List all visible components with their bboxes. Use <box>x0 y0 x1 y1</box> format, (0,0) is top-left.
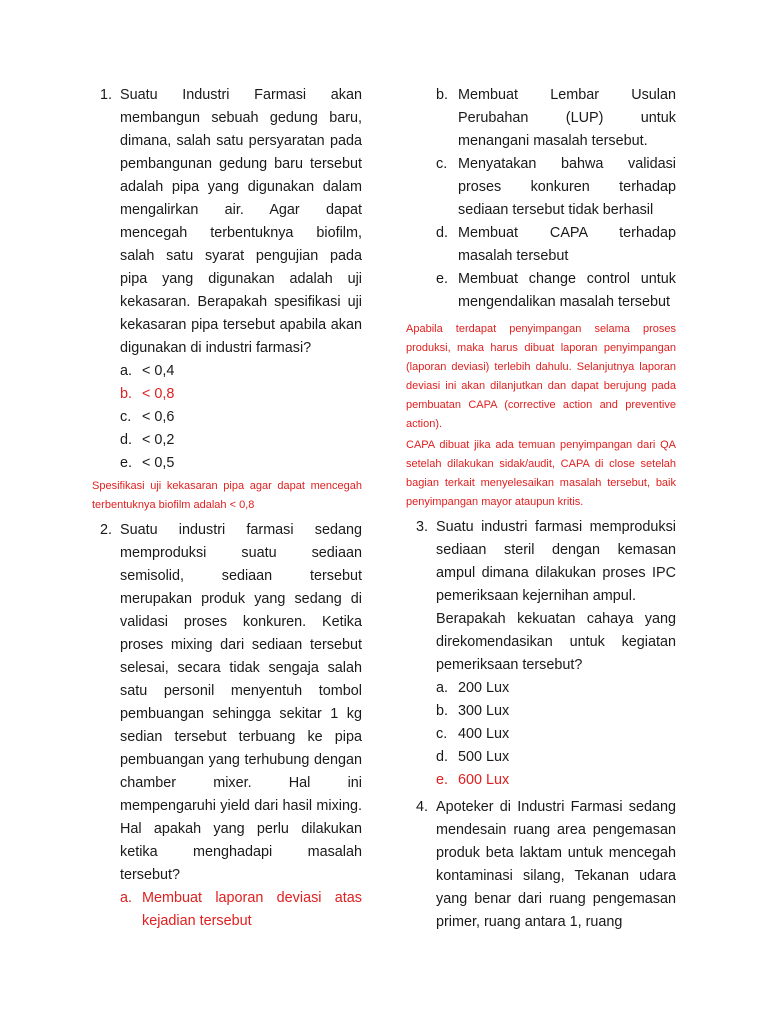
option-b: b. 300 Lux <box>436 703 510 719</box>
option-b: b. Membuat Lembar Usulan Perubahan (LUP) untuk menangani masalah tersebut. <box>436 87 676 149</box>
question-number: 4. <box>415 799 428 815</box>
option-a: a. 200 Lux <box>436 680 510 696</box>
option-a-correct: a. Membuat laporan deviasi atas kejadian tersebut <box>120 890 362 929</box>
left-column <box>90 84 362 933</box>
option-e-correct: e. 600 Lux <box>436 772 510 788</box>
answer-explanation-capa: CAPA dibuat jika ada temuan penyimpangan dari QA setelah dilakukan sidak/audit, CAPA di close setelah bagian terkait menyelesaikan masalah tersebut, baik penyimpangan mayor ataupun kritis. <box>406 439 676 508</box>
question-number: 3. <box>415 519 428 535</box>
option-c: c. Menyatakan bahwa validasi proses konkuren terhadap sediaan tersebut tidak berhasil <box>436 156 676 218</box>
question-3 <box>406 516 676 792</box>
answer-explanation: Apabila terdapat penyimpangan selama proses produksi, maka harus dibuat laporan penyimpangan (laporan deviasi) terlebih dahulu. Selanjutnya laporan deviasi ini akan dilanjutkan dan dapat berujung pada pembuatan CAPA (corrective action and preventive action). <box>406 323 676 430</box>
option-d: d. < 0,2 <box>120 432 175 448</box>
question-stem: Suatu Industri Farmasi akan membangun sebuah gedung baru, dimana, salah satu persyaratan pada pembangunan gedung baru tersebut adalah pipa yang digunakan dalam mengalirkan air. Agar dapat mencegah terbentuknya biofilm, salah satu syarat pengujian pada pipa yang digunakan adalah uji kekasaran. Berapakah spesifikasi uji kekasaran pipa tersebut apabila akan digunakan di industri farmasi? <box>120 87 362 356</box>
question-2 <box>90 519 362 933</box>
question-number: 1. <box>99 87 112 103</box>
option-e: e. Membuat change control untuk mengendalikan masalah tersebut <box>436 271 676 310</box>
question-2-continued <box>406 84 676 314</box>
option-c: c. < 0,6 <box>120 409 175 425</box>
question-4 <box>406 796 676 934</box>
question-stem: Suatu industri farmasi sedang memproduksi suatu sediaan semisolid, sediaan tersebut merupakan produk yang sedang di validasi proses konkuren. Ketika proses mixing dari sediaan tersebut selesai, secara tidak sengaja salah satu personil menyentuh tombol pembuangan sehingga sekitar 1 kg sedian tersebut terbuang ke pipa pembuangan yang terhubung dengan chamber mixer. Hal ini mempengaruhi yield dari hasil mixing. Hal apakah yang perlu dilakukan ketika menghadapi masalah tersebut? <box>120 522 362 883</box>
question-stem: Apoteker di Industri Farmasi sedang mendesain ruang area pengemasan produk beta laktam untuk mencegah kontaminasi silang, Tekanan udara yang benar dari ruang pengemasan primer, ruang antara 1, ruang <box>436 799 676 930</box>
answer-explanation: Spesifikasi uji kekasaran pipa agar dapat mencegah terbentuknya biofilm adalah < 0,8 <box>92 480 362 511</box>
question-1 <box>90 84 362 475</box>
option-d: d. Membuat CAPA terhadap masalah tersebut <box>436 225 676 264</box>
option-e: e. < 0,5 <box>120 455 175 471</box>
question-stem-2: Berapakah kekuatan cahaya yang direkomendasikan untuk kegiatan pemeriksaan tersebut? <box>436 611 676 673</box>
question-number: 2. <box>99 522 112 538</box>
question-stem: Suatu industri farmasi memproduksi sediaan steril dengan kemasan ampul dimana dilakukan proses IPC pemeriksaan kejernihan ampul. <box>436 519 676 604</box>
option-a: a. < 0,4 <box>120 363 175 379</box>
right-column <box>406 84 676 934</box>
option-d: d. 500 Lux <box>436 749 510 765</box>
option-c: c. 400 Lux <box>436 726 510 742</box>
option-b-correct: b. < 0,8 <box>120 386 175 402</box>
